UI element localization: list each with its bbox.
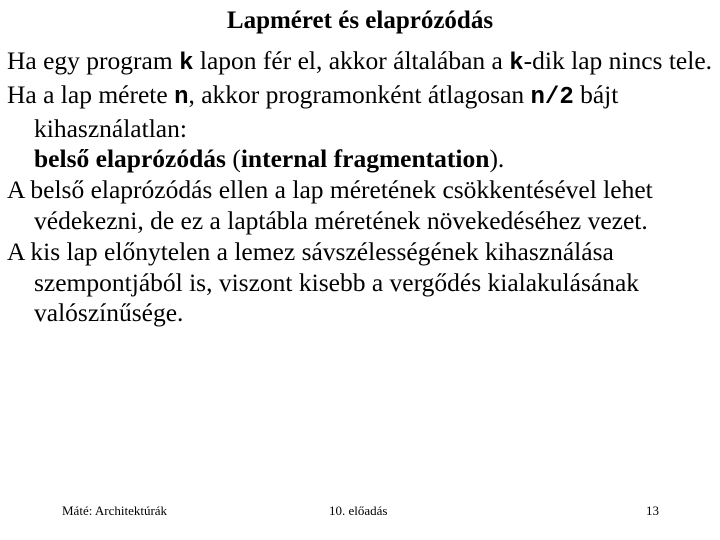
paragraph-small-page: A kis lap előnytelen a lemez sávszélességének kihasználása szempontjából is, viszont kisebb a vergődés kialakulásának valószínűsége. (7, 236, 640, 328)
variable-n: n (174, 83, 189, 111)
paragraph-program-pages (7, 46, 715, 80)
term-hungarian: belső elaprózódás (34, 144, 226, 174)
paragraph-page-size (7, 80, 715, 175)
term-english: internal fragmentation (240, 144, 490, 174)
footer-course: Máté: Architektúrák (62, 503, 168, 518)
paragraph-internal-fragmentation: A belső elaprózódás ellen a lap méretének csökkentésével lehet védekezni, de ez a laptábla méretének növekedéséhez vezet. (7, 175, 653, 235)
p1-text-b: lapon fér el, akkor általában a (193, 46, 510, 75)
slide-body (7, 46, 715, 329)
footer-page-number: 13 (646, 503, 659, 518)
p2-text-a: Ha a lap mérete (7, 79, 175, 109)
p1-text-a: Ha egy program (7, 46, 180, 75)
p1-text-c: -dik lap nincs tele. (523, 46, 713, 75)
variable-n-half: n/2 (530, 83, 574, 111)
variable-k-suffix: k (509, 50, 524, 77)
term-close-paren: ). (489, 144, 505, 174)
slide-title: Lapméret és elaprózódás (226, 7, 494, 34)
term-open-paren: ( (225, 144, 241, 174)
p2-text-b: , akkor programonként átlagosan (188, 79, 531, 109)
variable-k: k (179, 50, 194, 77)
p2-text-c: bájt kihasználatlan: (34, 79, 619, 143)
footer-lecture: 10. előadás (329, 503, 388, 518)
